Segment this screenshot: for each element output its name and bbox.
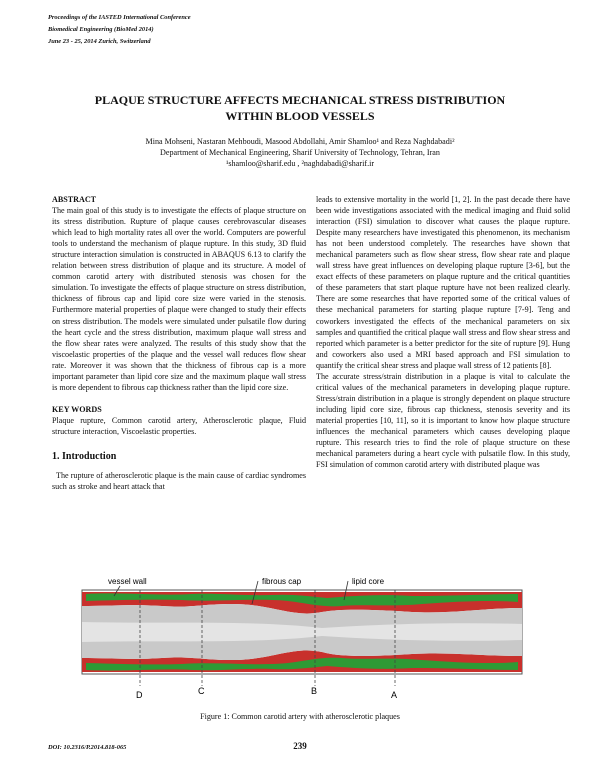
figure-caption: Figure 1: Common carotid artery with atherosclerotic plaques bbox=[200, 712, 400, 721]
label-A: A bbox=[391, 690, 398, 700]
author-affiliation: Department of Mechanical Engineering, Sharif University of Technology, Tehran, Iran bbox=[160, 148, 440, 157]
page-number: 239 bbox=[293, 741, 307, 751]
header-line-2: Biomedical Engineering (BioMed 2014) bbox=[48, 26, 154, 33]
introduction-heading: 1. Introduction bbox=[52, 450, 117, 462]
header-line-3: June 23 - 25, 2014 Zurich, Switzerland bbox=[48, 38, 151, 45]
left-column bbox=[52, 194, 306, 492]
conference-header bbox=[48, 12, 191, 48]
paper-title bbox=[40, 92, 560, 124]
keywords-heading: KEY WORDS bbox=[52, 404, 102, 414]
label-lipid-core: lipid core bbox=[352, 577, 385, 586]
label-fibrous-cap: fibrous cap bbox=[262, 577, 302, 586]
header-line-1: Proceedings of the IASTED International Conference bbox=[48, 14, 191, 21]
right-column bbox=[316, 194, 570, 470]
carotid-artery-diagram bbox=[52, 574, 552, 710]
title-line-2: WITHIN BLOOD VESSELS bbox=[225, 109, 375, 123]
introduction-text-right-2: The accurate stress/strain distribution in a plaque is vital to calculate the critical values of the mechanical parameters in developing plaque rupture. Stress/strain distribution in a plaque is strongly dependent on plaque structure including lipid core size, fibrous cap thickness, stenosis severity and its material properties [10, 11], so it is important to know how plaque structure influences the mechanical parameters which causes developing plaque rupture. This research tries to find the role of plaque structure on these mechanical parameters during a heart cycle with pulsatile flow. In this study, FSI simulation of common carotid artery with distributed plaque was bbox=[316, 371, 570, 470]
abstract-text: The main goal of this study is to investigate the effects of plaque structure on its stress distribution. Rupture of plaque causes cerebrovascular diseases which lead to high mortality rates all over the world. Computers are powerful tools to understand the mechanism of plaque rupture. In this study, 3D fluid structure interaction simulation is constructed in ABAQUS 6.13 to clarify the relation between stress distribution of plaque and its structure. A model of common carotid artery with distributed stenosis was chosen for the simulation. To investigate the effects of plaque structure on stress distribution, thickness of fibrous cap and lipid core size were varied in the stenosis. Furthermore material properties of plaque were changed to study their effects on stress distribution. The models were simulated under pulsatile flow during the heart cycle and the stress distribution, maximum plaque wall stress and the flow shear rates were analyzed. The results of this study show that the viscoelastic properties of the plaque and the vessel wall reduces flow shear rate. Moreover it was shown that the thickness of fibrous cap is a more important parameter than lipid core size and the maximum plaque wall stress is more dependent to fibrous cap thickness rather than the lipid core size. bbox=[52, 206, 306, 392]
introduction-text-right-1: leads to extensive mortality in the world [1, 2]. In the past decade there have been wide investigations associated with the medical imaging and fluid solid interaction (FSI) simulation to discover what causes the plaque rupture. Despite many researchers have investigated this phenomenon, its mechanism has not been understood completely. The researches have shown that mechanical parameters such as flow shear stress, flow shear rate and plaque wall stress have great influences on developing plaque rupture [3-6], but the exact effects of these parameters on plaque rupture and the critical quantities of these parameters that start plaque rupture have not been realized clearly. There are some researches that have reported some of the critical values of these mechanical parameters for starting plaque rupture [7-9]. Teng and coworkers investigated the effects of the mechanical parameters on six samples and quantified the critical plaque wall stress and flow shear stress and reported which parameter is a better predictor for the site of rupture [9]. Hung and coworkers also used a MRI based approach and FSI simulation to quantify the critical shear stress and plaque wall stress of 12 patients [8]. bbox=[316, 195, 570, 370]
doi: DOI: 10.2316/P.2014.818-065 bbox=[48, 744, 127, 751]
keywords-text: Plaque rupture, Common carotid artery, Atherosclerotic plaque, Fluid structure interaction, Viscoelastic properties. bbox=[52, 415, 306, 436]
label-B: B bbox=[311, 686, 318, 696]
label-C: C bbox=[198, 686, 205, 696]
label-D: D bbox=[136, 690, 143, 700]
author-emails: ¹shamloo@sharif.edu , ²naghdabadi@sharif.ir bbox=[225, 159, 375, 168]
label-vessel-wall: vessel wall bbox=[108, 577, 147, 586]
figure-1 bbox=[52, 574, 552, 710]
author-names: Mina Mohseni, Nastaran Mehboudi, Masood Abdollahi, Amir Shamloo¹ and Reza Naghdabadi² bbox=[145, 137, 455, 146]
author-block bbox=[40, 136, 560, 169]
introduction-text-left: The rupture of atherosclerotic plaque is the main cause of cardiac syndromes such as stroke and heart attack that bbox=[52, 471, 306, 492]
title-line-1: PLAQUE STRUCTURE AFFECTS MECHANICAL STRESS DISTRIBUTION bbox=[94, 93, 506, 107]
abstract-heading: ABSTRACT bbox=[52, 195, 97, 204]
